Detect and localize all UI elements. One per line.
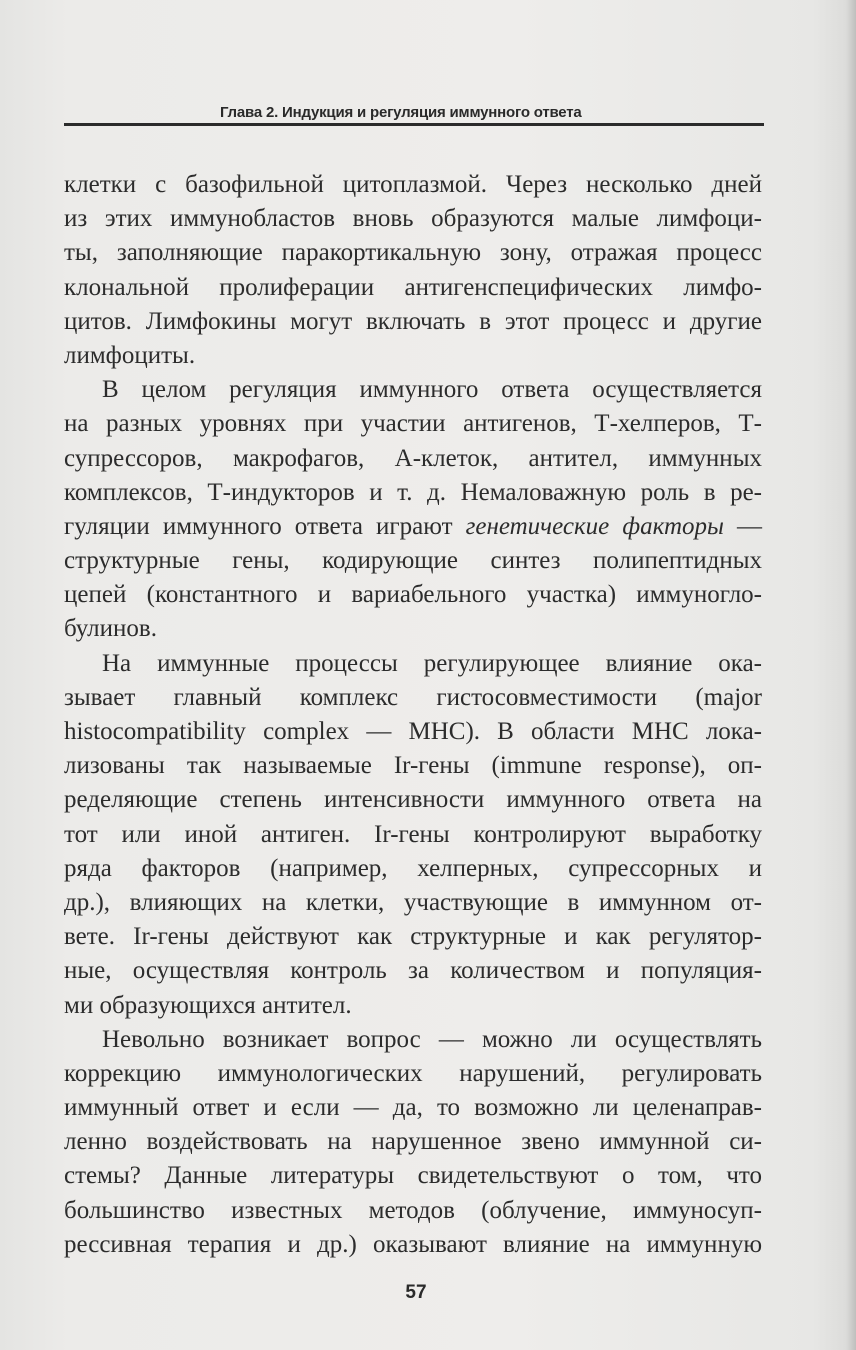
text-line: супрессоров, макрофагов, А-клеток, антител, иммунных	[64, 444, 762, 472]
text-line: клетки с базофильной цитоплазмой. Через несколько дней	[64, 171, 762, 198]
text-line: В целом регуляция иммунного ответа осуществляется	[102, 376, 762, 404]
text-line: ряда факторов (например, хелперных, супрессорных и	[64, 854, 762, 882]
text-line: иммунный ответ и если — да, то возможно ли целенаправ-	[64, 1094, 762, 1122]
text-line: структурные гены, кодирующие синтез полипептидных	[64, 547, 762, 575]
text-line: На иммунные процессы регулирующее влияние ока-	[102, 649, 762, 677]
text-line: зывает главный комплекс гистосовместимости (major	[64, 683, 762, 711]
text-line: вете. Ir-гены действуют как структурные и как регулятор-	[64, 923, 762, 951]
text-line: булинов.	[64, 615, 157, 643]
italic-term: генетические факторы	[465, 512, 724, 540]
text-line: Невольно возникает вопрос — можно ли осуществлять	[102, 1025, 762, 1053]
text-line: тот или иной антиген. Ir-гены контролируют выработку	[64, 820, 762, 848]
page-edge-shadow	[846, 0, 856, 1350]
header-rule	[64, 123, 764, 126]
text-span: —	[723, 512, 762, 540]
text-line: клональной пролиферации антигенспецифических лимфо-	[64, 273, 762, 301]
text-line: на разных уровнях при участии антигенов, Т-хелперов, Т-	[64, 410, 762, 438]
page-number: 57	[405, 1282, 427, 1303]
text-line: лизованы так называемые Ir-гены (immune response), оп-	[64, 752, 762, 780]
text-line: комплексов, Т-индукторов и т. д. Немаловажную роль в ре-	[64, 478, 762, 506]
text-span: гуляции иммунного ответа играют	[64, 512, 466, 540]
text-line: цепей (константного и вариабельного участка) иммуногло-	[64, 581, 762, 609]
text-line: histocompatibility complex — MHC). В области MHC лока-	[64, 718, 762, 745]
text-line: лимфоциты.	[64, 341, 196, 369]
text-line: большинство известных методов (облучение, иммуносуп-	[64, 1196, 762, 1224]
text-line: ми образующихся антител.	[64, 991, 352, 1019]
text-line: ределяющие степень интенсивности иммунного ответа на	[64, 786, 762, 814]
body-text	[64, 168, 762, 1262]
text-line: рессивная терапия и др.) оказывают влияние на иммунную	[64, 1230, 762, 1258]
text-line: из этих иммунобластов вновь образуются малые лимфоци-	[64, 205, 762, 233]
text-line: др.), влияющих на клетки, участвующие в иммунном от-	[64, 888, 762, 916]
text-line: стемы? Данные литературы свидетельствуют о том, что	[64, 1162, 762, 1190]
text-line: ленно воздействовать на нарушенное звено иммунной си-	[64, 1128, 762, 1156]
text-line: цитов. Лимфокины могут включать в этот процесс и другие	[64, 307, 762, 335]
text-line: коррекцию иммунологических нарушений, регулировать	[64, 1059, 762, 1087]
running-head: Глава 2. Индукция и регуляция иммунного ответа	[220, 104, 582, 121]
text-line: ные, осуществляя контроль за количеством и популяция-	[64, 957, 762, 985]
text-line-mixed	[64, 510, 762, 544]
text-line: ты, заполняющие паракортикальную зону, отражая процесс	[64, 239, 762, 267]
